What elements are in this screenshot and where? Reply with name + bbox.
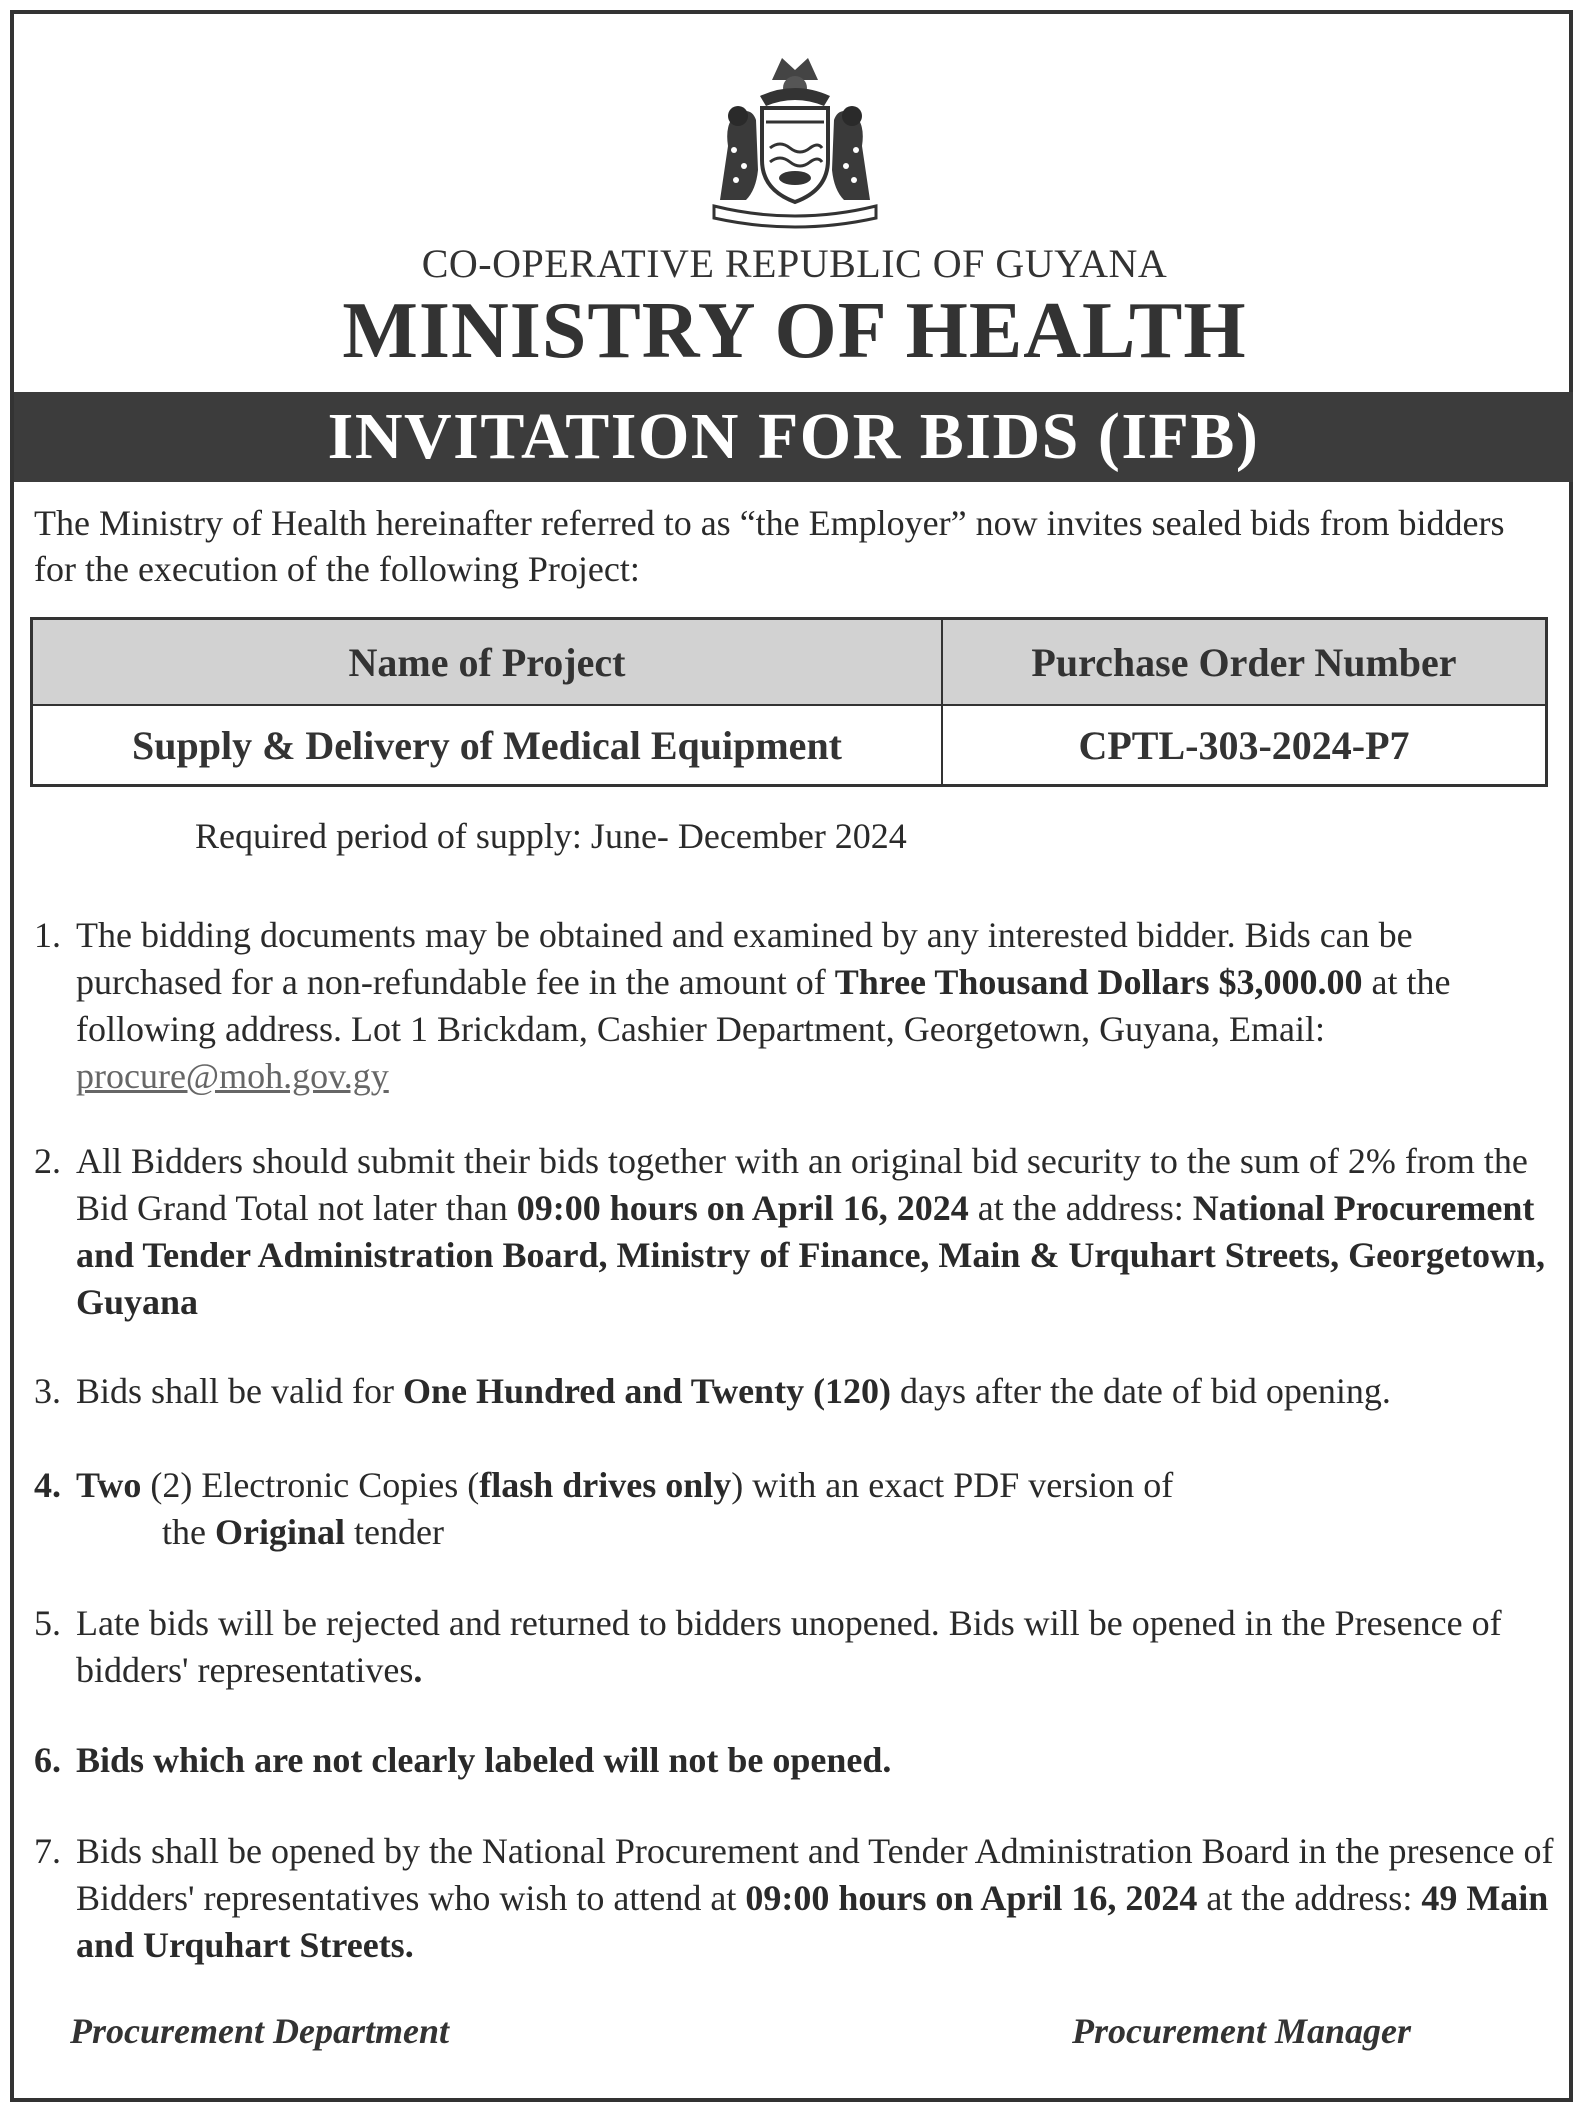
fee-amount: Three Thousand Dollars $3,000.00 bbox=[834, 962, 1363, 1002]
item-text-part: Late bids will be rejected and returned to bidders unopened. Bids will be opened in the Presence of bidders' representatives bbox=[76, 1603, 1502, 1690]
item-number: 1. bbox=[34, 915, 61, 955]
table-header-project: Name of Project bbox=[32, 619, 943, 706]
ifb-banner: INVITATION FOR BIDS (IFB) bbox=[14, 392, 1573, 482]
table-row bbox=[32, 705, 1547, 786]
signature-procurement-department: Procurement Department bbox=[70, 2011, 449, 2051]
opening-time: 09:00 hours on April 16, 2024 bbox=[745, 1878, 1198, 1918]
supply-period: Required period of supply: June- December 2024 bbox=[195, 816, 907, 856]
list-item-4 bbox=[34, 1462, 1556, 1556]
list-item-5 bbox=[34, 1600, 1556, 1694]
item-number: 7. bbox=[34, 1831, 61, 1871]
item-text-part: at the address: bbox=[968, 1188, 1193, 1228]
item-text-part: All Bidders should submit their bids together with an original bid security to the sum of 2% from the Bid Grand Total not later than bbox=[76, 1141, 1528, 1228]
item-text bbox=[76, 1600, 1556, 1694]
list-item-3 bbox=[34, 1368, 1556, 1415]
project-table bbox=[30, 617, 1548, 787]
ministry-heading: MINISTRY OF HEALTH bbox=[342, 287, 1247, 375]
republic-heading: CO-OPERATIVE REPUBLIC OF GUYANA bbox=[421, 241, 1168, 286]
item-text-part: Original bbox=[214, 1512, 345, 1552]
table-header-row bbox=[32, 619, 1547, 706]
table-cell-project-name: Supply & Delivery of Medical Equipment bbox=[32, 705, 943, 786]
item-number: 2. bbox=[34, 1141, 61, 1181]
item-number: 4. bbox=[34, 1465, 61, 1505]
item-text-part: tender bbox=[345, 1512, 444, 1552]
deadline: 09:00 hours on April 16, 2024 bbox=[516, 1188, 969, 1228]
item-text-part: . bbox=[413, 1650, 423, 1690]
item-text: Bids which are not clearly labeled will not be opened. bbox=[76, 1740, 892, 1780]
item-text-part: at the address: bbox=[1197, 1878, 1422, 1918]
item-text-part: the bbox=[162, 1512, 215, 1552]
submission-address: National Procurement and Tender Administration Board, Ministry of Finance, Main & Urquhart Streets, Georgetown, Guyana bbox=[76, 1188, 1546, 1322]
item-text-part: Two bbox=[76, 1465, 142, 1505]
signature-procurement-manager: Procurement Manager bbox=[1072, 2011, 1412, 2051]
list-item-6 bbox=[34, 1737, 1556, 1784]
email-link[interactable]: procure@moh.gov.gy bbox=[76, 1056, 389, 1096]
list-item-1 bbox=[34, 912, 1556, 1100]
item-text-part: at the following address. Lot 1 Brickdam, Cashier Department, Georgetown, Guyana, Email: bbox=[76, 962, 1451, 1049]
item-text-part: ) with an exact PDF version of bbox=[731, 1465, 1174, 1505]
item-text bbox=[76, 1138, 1556, 1326]
opening-address: 49 Main and Urquhart Streets. bbox=[76, 1878, 1549, 1965]
table-cell-po-number: CPTL-303-2024-P7 bbox=[942, 705, 1547, 786]
item-text-part: Bids shall be valid for bbox=[76, 1371, 403, 1411]
item-text bbox=[76, 1462, 1556, 1556]
item-number: 6. bbox=[34, 1740, 61, 1780]
item-text-part: (2) Electronic Copies ( bbox=[141, 1465, 480, 1505]
item-text bbox=[76, 1368, 1556, 1415]
list-item-7 bbox=[34, 1828, 1556, 1969]
intro-paragraph: The Ministry of Health hereinafter referred to as “the Employer” now invites sealed bids from bidders for the execution of the following Project: bbox=[34, 503, 1505, 589]
item-text bbox=[76, 912, 1556, 1100]
list-item-2 bbox=[34, 1138, 1556, 1326]
item-number: 5. bbox=[34, 1603, 61, 1643]
item-text-part: days after the date of bid opening. bbox=[891, 1371, 1391, 1411]
item-text bbox=[76, 1828, 1556, 1969]
item-text-part: flash drives only bbox=[479, 1465, 732, 1505]
item-text-part: Bids shall be opened by the National Procurement and Tender Administration Board in the presence of Bidders' representatives who wish to attend at bbox=[76, 1831, 1554, 1918]
coat-of-arms-emblem bbox=[700, 50, 890, 230]
item-number: 3. bbox=[34, 1371, 61, 1411]
table-header-po-number: Purchase Order Number bbox=[942, 619, 1547, 706]
validity-period: One Hundred and Twenty (120) bbox=[402, 1371, 892, 1411]
item-text-part: The bidding documents may be obtained and examined by any interested bidder. Bids can be purchased for a non-refundable fee in the amount of bbox=[76, 915, 1413, 1002]
